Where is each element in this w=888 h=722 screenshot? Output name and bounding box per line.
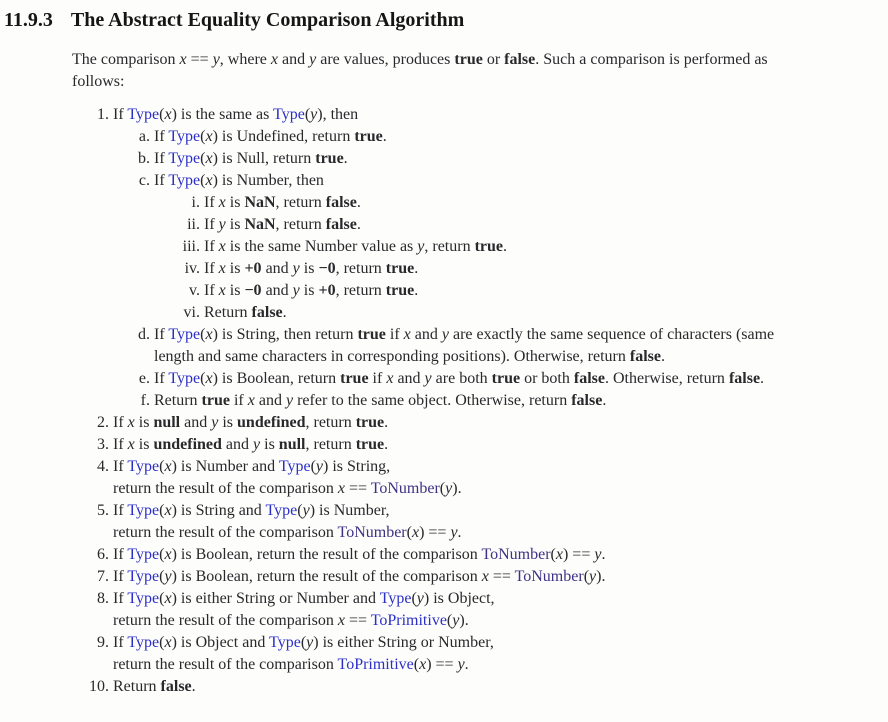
text: If: [113, 568, 128, 585]
text: ==: [344, 480, 371, 497]
keyword: +0: [244, 260, 262, 277]
variable: y: [417, 238, 425, 255]
section-content: [72, 49, 878, 698]
text: , return: [424, 238, 475, 255]
text: If: [154, 172, 169, 189]
text: , where: [219, 51, 271, 68]
variable: x: [386, 370, 394, 387]
variable: y: [594, 546, 602, 563]
text: (: [159, 106, 165, 123]
tonumber-link[interactable]: ToNumber: [481, 546, 551, 563]
text: is: [260, 436, 279, 453]
algorithm-step: [154, 324, 878, 368]
variable: x: [337, 480, 345, 497]
text: (: [439, 480, 446, 497]
text: is: [218, 414, 238, 431]
text: ) is Object,: [423, 590, 495, 607]
text: (: [411, 590, 417, 607]
tonumber-link[interactable]: ToNumber: [337, 524, 407, 541]
text: or both: [520, 370, 574, 387]
variable: x: [555, 546, 563, 563]
text: , return: [335, 282, 386, 299]
algorithm-list: [72, 104, 878, 698]
text: (: [200, 150, 206, 167]
variable: x: [205, 370, 213, 387]
variable: x: [419, 656, 427, 673]
text: refer to the same object. Otherwise, return: [293, 392, 572, 409]
text: (: [583, 568, 590, 585]
algorithm-step: [204, 236, 878, 258]
text: is: [134, 414, 154, 431]
text: . Such a comparison is performed as: [535, 51, 768, 68]
algorithm-step: [113, 588, 878, 632]
text: ==: [488, 568, 515, 585]
keyword: false: [325, 194, 357, 211]
variable: x: [164, 106, 172, 123]
keyword: true: [474, 238, 504, 255]
text: ) is Null, return: [212, 150, 316, 167]
keyword: false: [573, 370, 605, 387]
keyword: NaN: [244, 216, 276, 233]
keyword: NaN: [244, 194, 276, 211]
type-link[interactable]: Type: [168, 326, 201, 343]
text: is: [225, 194, 245, 211]
type-link[interactable]: Type: [168, 128, 201, 145]
keyword: false: [728, 370, 761, 387]
keyword: null: [153, 414, 181, 431]
type-link[interactable]: Type: [379, 590, 412, 607]
algorithm-step: [113, 412, 878, 434]
text: ) ==: [419, 524, 451, 541]
text: If: [204, 238, 219, 255]
algorithm-step: [204, 214, 878, 236]
algorithm-container: [72, 104, 878, 698]
text: .: [660, 348, 665, 365]
text: If: [154, 370, 169, 387]
keyword: null: [278, 436, 306, 453]
text: and: [261, 260, 293, 277]
text: .: [414, 282, 419, 299]
text: is: [225, 282, 245, 299]
text: (: [406, 524, 412, 541]
variable: y: [424, 370, 432, 387]
text: .: [414, 260, 419, 277]
text: .: [464, 656, 469, 673]
algorithm-step: [204, 192, 878, 214]
algorithm-step: [113, 566, 878, 588]
text: is: [134, 436, 154, 453]
variable: x: [218, 238, 226, 255]
variable: x: [218, 260, 226, 277]
text: ) is Number, then: [212, 172, 324, 189]
text: If: [113, 414, 128, 431]
variable: y: [292, 260, 300, 277]
variable: y: [445, 480, 453, 497]
text: and: [278, 51, 310, 68]
keyword: undefined: [237, 414, 306, 431]
text: .: [343, 150, 348, 167]
text: Return: [204, 304, 252, 321]
type-link[interactable]: Type: [127, 502, 160, 519]
text: (: [159, 634, 165, 651]
text: ) ==: [426, 656, 458, 673]
keyword: true: [355, 414, 385, 431]
text: .: [384, 414, 389, 431]
keyword: true: [355, 436, 385, 453]
text: ) is Number,: [309, 502, 390, 519]
variable: x: [403, 326, 411, 343]
variable: x: [164, 502, 172, 519]
text: ) is String,: [323, 458, 391, 475]
text: The comparison: [72, 51, 180, 68]
text: ) is Number and: [171, 458, 279, 475]
text: . Otherwise, return: [604, 370, 729, 387]
text: (: [300, 634, 307, 651]
variable: y: [253, 436, 261, 453]
type-link[interactable]: Type: [127, 106, 160, 123]
text: Return: [113, 678, 161, 695]
text: (: [413, 656, 420, 673]
keyword: true: [385, 260, 415, 277]
text: (: [159, 546, 165, 563]
text: Return: [154, 392, 202, 409]
text: (: [159, 590, 165, 607]
variable: x: [127, 414, 135, 431]
algorithm-sublist: [154, 192, 878, 324]
keyword: −0: [244, 282, 262, 299]
text: return the result of the comparison: [113, 480, 338, 497]
text: .: [601, 546, 606, 563]
text: If: [204, 194, 219, 211]
type-link[interactable]: Type: [127, 634, 160, 651]
text: (: [200, 172, 206, 189]
algorithm-step: [113, 456, 878, 500]
algorithm-step: [113, 676, 878, 698]
text: , return: [275, 194, 326, 211]
algorithm-step: [113, 434, 878, 456]
text: (: [550, 546, 556, 563]
variable: y: [310, 106, 318, 123]
variable: x: [127, 436, 135, 453]
section-heading: [4, 8, 878, 32]
text: are exactly the same sequence of characters (same: [449, 326, 775, 343]
text: is: [299, 282, 319, 299]
variable: y: [450, 524, 458, 541]
variable: y: [218, 216, 226, 233]
algorithm-sublist: [113, 126, 878, 412]
section-number: 11.9.3: [4, 9, 53, 31]
text: ) is Undefined, return: [212, 128, 355, 145]
text: ), then: [317, 106, 359, 123]
keyword: false: [504, 51, 536, 68]
text: If: [154, 326, 169, 343]
text: and: [254, 392, 286, 409]
text: if: [385, 326, 404, 343]
text: ==: [186, 51, 213, 68]
type-link[interactable]: Type: [273, 106, 305, 123]
text: .: [356, 216, 361, 233]
text: , return: [305, 414, 356, 431]
text: .: [191, 678, 196, 695]
variable: x: [205, 150, 213, 167]
text: ) is the same as: [171, 106, 274, 123]
text: .: [760, 370, 765, 387]
variable: x: [205, 326, 213, 343]
text: If: [204, 216, 219, 233]
keyword: true: [385, 282, 415, 299]
variable: y: [292, 282, 300, 299]
algorithm-step: [204, 302, 878, 324]
variable: x: [179, 51, 187, 68]
keyword: true: [315, 150, 344, 167]
text: If: [113, 106, 128, 123]
algorithm-step: [154, 390, 878, 412]
section-title: The Abstract Equality Comparison Algorithm: [70, 9, 465, 31]
variable: x: [164, 546, 172, 563]
text: or: [482, 51, 505, 68]
text: ==: [344, 612, 371, 629]
algorithm-step: [154, 170, 878, 324]
text: ) is Boolean, return the result of the comparison: [171, 546, 482, 563]
keyword: false: [160, 678, 192, 695]
text: .: [384, 436, 389, 453]
variable: y: [211, 414, 219, 431]
text: If: [204, 260, 219, 277]
type-link[interactable]: Type: [278, 458, 311, 475]
algorithm-step: [113, 500, 878, 544]
text: .: [602, 392, 607, 409]
text: if: [229, 392, 248, 409]
variable: y: [589, 568, 597, 585]
keyword: +0: [318, 282, 336, 299]
variable: y: [212, 51, 220, 68]
keyword: true: [354, 128, 383, 145]
text: .: [356, 194, 361, 211]
text: (: [159, 502, 165, 519]
variable: x: [270, 51, 278, 68]
algorithm-step: [154, 148, 878, 170]
text: is: [299, 260, 319, 277]
text: (: [200, 370, 206, 387]
variable: y: [285, 392, 294, 409]
type-link[interactable]: Type: [265, 502, 298, 519]
keyword: undefined: [153, 436, 222, 453]
text: and: [221, 436, 254, 453]
text: .: [503, 238, 508, 255]
keyword: false: [571, 392, 603, 409]
keyword: true: [201, 392, 230, 409]
variable: x: [218, 282, 226, 299]
text: If: [113, 546, 128, 563]
text: If: [113, 634, 128, 651]
text: ) is String and: [171, 502, 266, 519]
text: return the result of the comparison: [113, 656, 338, 673]
tonumber-link[interactable]: ToNumber: [370, 480, 440, 497]
text: is: [225, 216, 245, 233]
variable: x: [164, 458, 172, 475]
text: (: [297, 502, 303, 519]
text: is: [225, 260, 245, 277]
text: length and same characters in corresponding positions). Otherwise, return: [154, 348, 630, 365]
keyword: false: [629, 348, 661, 365]
type-link[interactable]: Type: [269, 634, 301, 651]
keyword: false: [251, 304, 283, 321]
text: If: [113, 502, 128, 519]
text: are both: [431, 370, 492, 387]
variable: y: [164, 568, 172, 585]
algorithm-step: [113, 104, 878, 412]
variable: x: [411, 524, 420, 541]
keyword: true: [491, 370, 521, 387]
text: (: [159, 458, 165, 475]
text: if: [368, 370, 387, 387]
algorithm-step: [154, 368, 878, 390]
text: If: [113, 590, 128, 607]
variable: y: [315, 458, 324, 475]
variable: x: [247, 392, 255, 409]
text: ) ==: [562, 546, 595, 563]
variable: y: [416, 590, 424, 607]
text: return the result of the comparison: [113, 524, 338, 541]
variable: y: [309, 51, 317, 68]
variable: x: [205, 172, 213, 189]
text: is the same Number value as: [225, 238, 418, 255]
text: ) is either String or Number,: [313, 634, 494, 651]
algorithm-step: [154, 126, 878, 148]
type-link[interactable]: Type: [127, 590, 160, 607]
keyword: true: [357, 326, 386, 343]
text: and: [261, 282, 293, 299]
keyword: true: [340, 370, 369, 387]
type-link[interactable]: Type: [127, 546, 160, 563]
text: (: [159, 568, 165, 585]
text: , return: [275, 216, 326, 233]
algorithm-step: [204, 280, 878, 302]
text: If: [204, 282, 219, 299]
keyword: −0: [318, 260, 336, 277]
variable: x: [205, 128, 213, 145]
text: ) is either String or Number and: [171, 590, 380, 607]
text: are values, produces: [316, 51, 455, 68]
text: If: [154, 128, 169, 145]
variable: x: [481, 568, 489, 585]
text: follows:: [72, 73, 125, 90]
algorithm-step: [113, 632, 878, 676]
type-link[interactable]: Type: [168, 150, 201, 167]
variable: x: [337, 612, 345, 629]
text: If: [113, 436, 128, 453]
text: ).: [452, 480, 462, 497]
text: , return: [305, 436, 356, 453]
variable: x: [164, 634, 172, 651]
text: ) is Boolean, return: [212, 370, 341, 387]
text: .: [382, 128, 387, 145]
text: ) is Object and: [171, 634, 270, 651]
variable: y: [457, 656, 465, 673]
text: and: [393, 370, 425, 387]
text: return the result of the comparison: [113, 612, 338, 629]
algorithm-step: [113, 544, 878, 566]
text: .: [282, 304, 287, 321]
text: If: [154, 150, 169, 167]
variable: x: [164, 590, 172, 607]
text: If: [113, 458, 128, 475]
tonumber-link[interactable]: ToNumber: [514, 568, 584, 585]
type-link[interactable]: Type: [168, 370, 201, 387]
toprimitive-link[interactable]: ToPrimitive: [337, 656, 414, 673]
intro-paragraph: [72, 49, 878, 93]
type-link[interactable]: Type: [127, 568, 160, 585]
text: , return: [335, 260, 386, 277]
text: and: [410, 326, 442, 343]
text: (: [304, 106, 311, 123]
text: ) is String, then return: [212, 326, 358, 343]
variable: y: [441, 326, 449, 343]
text: ).: [459, 612, 469, 629]
keyword: true: [454, 51, 483, 68]
text: (: [446, 612, 453, 629]
algorithm-step: [204, 258, 878, 280]
variable: y: [302, 502, 310, 519]
text: and: [180, 414, 212, 431]
type-link[interactable]: Type: [127, 458, 160, 475]
text: .: [457, 524, 462, 541]
text: (: [310, 458, 316, 475]
variable: x: [218, 194, 226, 211]
text: ) is Boolean, return the result of the comparison: [171, 568, 482, 585]
toprimitive-link[interactable]: ToPrimitive: [370, 612, 447, 629]
type-link[interactable]: Type: [168, 172, 201, 189]
text: ).: [596, 568, 606, 585]
keyword: false: [325, 216, 357, 233]
text: (: [200, 326, 206, 343]
text: (: [200, 128, 206, 145]
variable: y: [452, 612, 460, 629]
variable: y: [306, 634, 314, 651]
